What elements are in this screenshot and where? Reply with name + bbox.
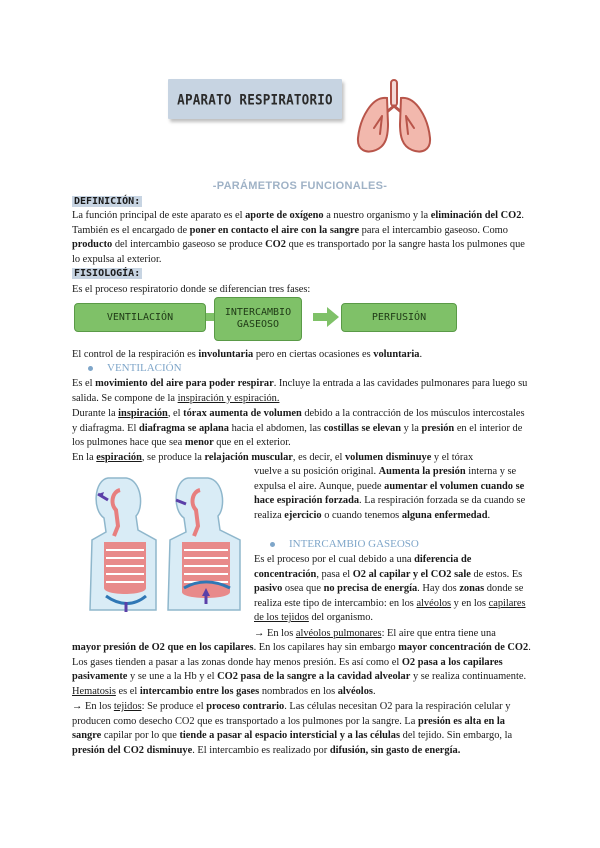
lungs-icon [352, 78, 436, 156]
ventilacion-p1: Es el movimiento del aire para poder respirar. Incluye la entrada a las cavidades pulmonares para luego su salida. Se compone de la inspiración y espiración. [72, 378, 528, 404]
ventilacion-p4: vuelve a su posición original. Aumenta la presión interna y se expulsa el aire. Aunque, puede aumentar el volumen cuando se hace espiración forzada. La respiración forzada se da cuando se realiza ejercicio o cuando tenemos alguna enfermedad. [254, 466, 526, 521]
intercambio-p3: mayor presión de O2 que en los capilares. En los capilares hay sin embargo mayor concentración de CO2. Los gases tienden a pasar a las zonas donde hay menos presión. Es así como el O2 pasa a los capilares pasivamente y se une a la Hb y el CO2 pasa de la sangre a la cavidad alveolar y se realiza continuamente. Hematosis es el intercambio entre los gases nombrados en los alvéolos. [72, 642, 531, 697]
fisiologia-label-wrap [72, 267, 142, 282]
intercambio-p4: → En los tejidos: Se produce el proceso contrario. Las células necesitan O2 para la respiración celular y producen como desecho CO2 que es transportado a los pulmones por la sangre. La presión es alta en la sangre capilar por lo que tiende a pasar al espacio intersticial y a las células del tejido. Sin embargo, la presión del CO2 disminuye. El intercambio es realizado por difusión, sin gasto de energía. [72, 701, 513, 756]
arrow-right-icon [313, 307, 339, 327]
definicion-label-wrap [72, 195, 142, 210]
intercambio-p1: Es el proceso por el cual debido a una diferencia de concentración, pasa el O2 al capilar y el CO2 sale de estos. Es pasivo osea que no precisa de energía. Hay dos zonas donde se realiza este tipo de intercambio: en los alvéolos y en los capilares de los tejidos del organismo. [254, 554, 526, 624]
breathing-illustration [86, 470, 246, 622]
bullet-icon [88, 366, 93, 371]
control-paragraph: El control de la respiración es involuntaria pero en ciertas ocasiones es voluntaria. [72, 349, 423, 360]
intercambio-p2: → En los alvéolos pulmonares: El aire que entra tiene una [254, 628, 496, 639]
definicion-label: DEFINICIÓN: [74, 196, 141, 207]
page-title-banner [168, 79, 342, 119]
fisiologia-label: FISIOLOGÍA: [74, 268, 141, 279]
page-title: APARATO RESPIRATORIO [177, 90, 333, 108]
intercambio-heading: INTERCAMBIO GASEOSO [270, 538, 419, 550]
bullet-icon [270, 542, 275, 547]
ventilacion-p3: En la espiración, se produce la relajación muscular, es decir, el volumen disminuye y el tórax [72, 452, 474, 463]
fisiologia-intro: Es el proceso respiratorio donde se diferencian tres fases: [72, 284, 311, 295]
definicion-paragraph: La función principal de este aparato es el aporte de oxígeno a nuestro organismo y la eliminación del CO2. También es el encargado de poner en contacto el aire con la sangre para el intercambio gaseoso. Como producto del intercambio gaseoso se produce CO2 que es transportado por la sangre hasta los pulmones que lo expulsa al exterior. [72, 210, 525, 265]
ventilacion-p2: Durante la inspiración, el tórax aumenta de volumen debido a la contracción de los músculos intercostales y diafragma. El diafragma se aplana hacia el abdomen, las costillas se elevan y la presión en el interior de los pulmones hace que sea menor que en el exterior. [72, 408, 525, 449]
phase-perfusion: PERFUSIÓN [341, 303, 457, 332]
phase-ventilacion: VENTILACIÓN [74, 303, 206, 332]
phase-intercambio: INTERCAMBIO GASEOSO [214, 297, 302, 341]
page-subtitle: -PARÁMETROS FUNCIONALES- [212, 180, 388, 192]
ventilacion-heading: VENTILACIÓN [88, 362, 182, 374]
